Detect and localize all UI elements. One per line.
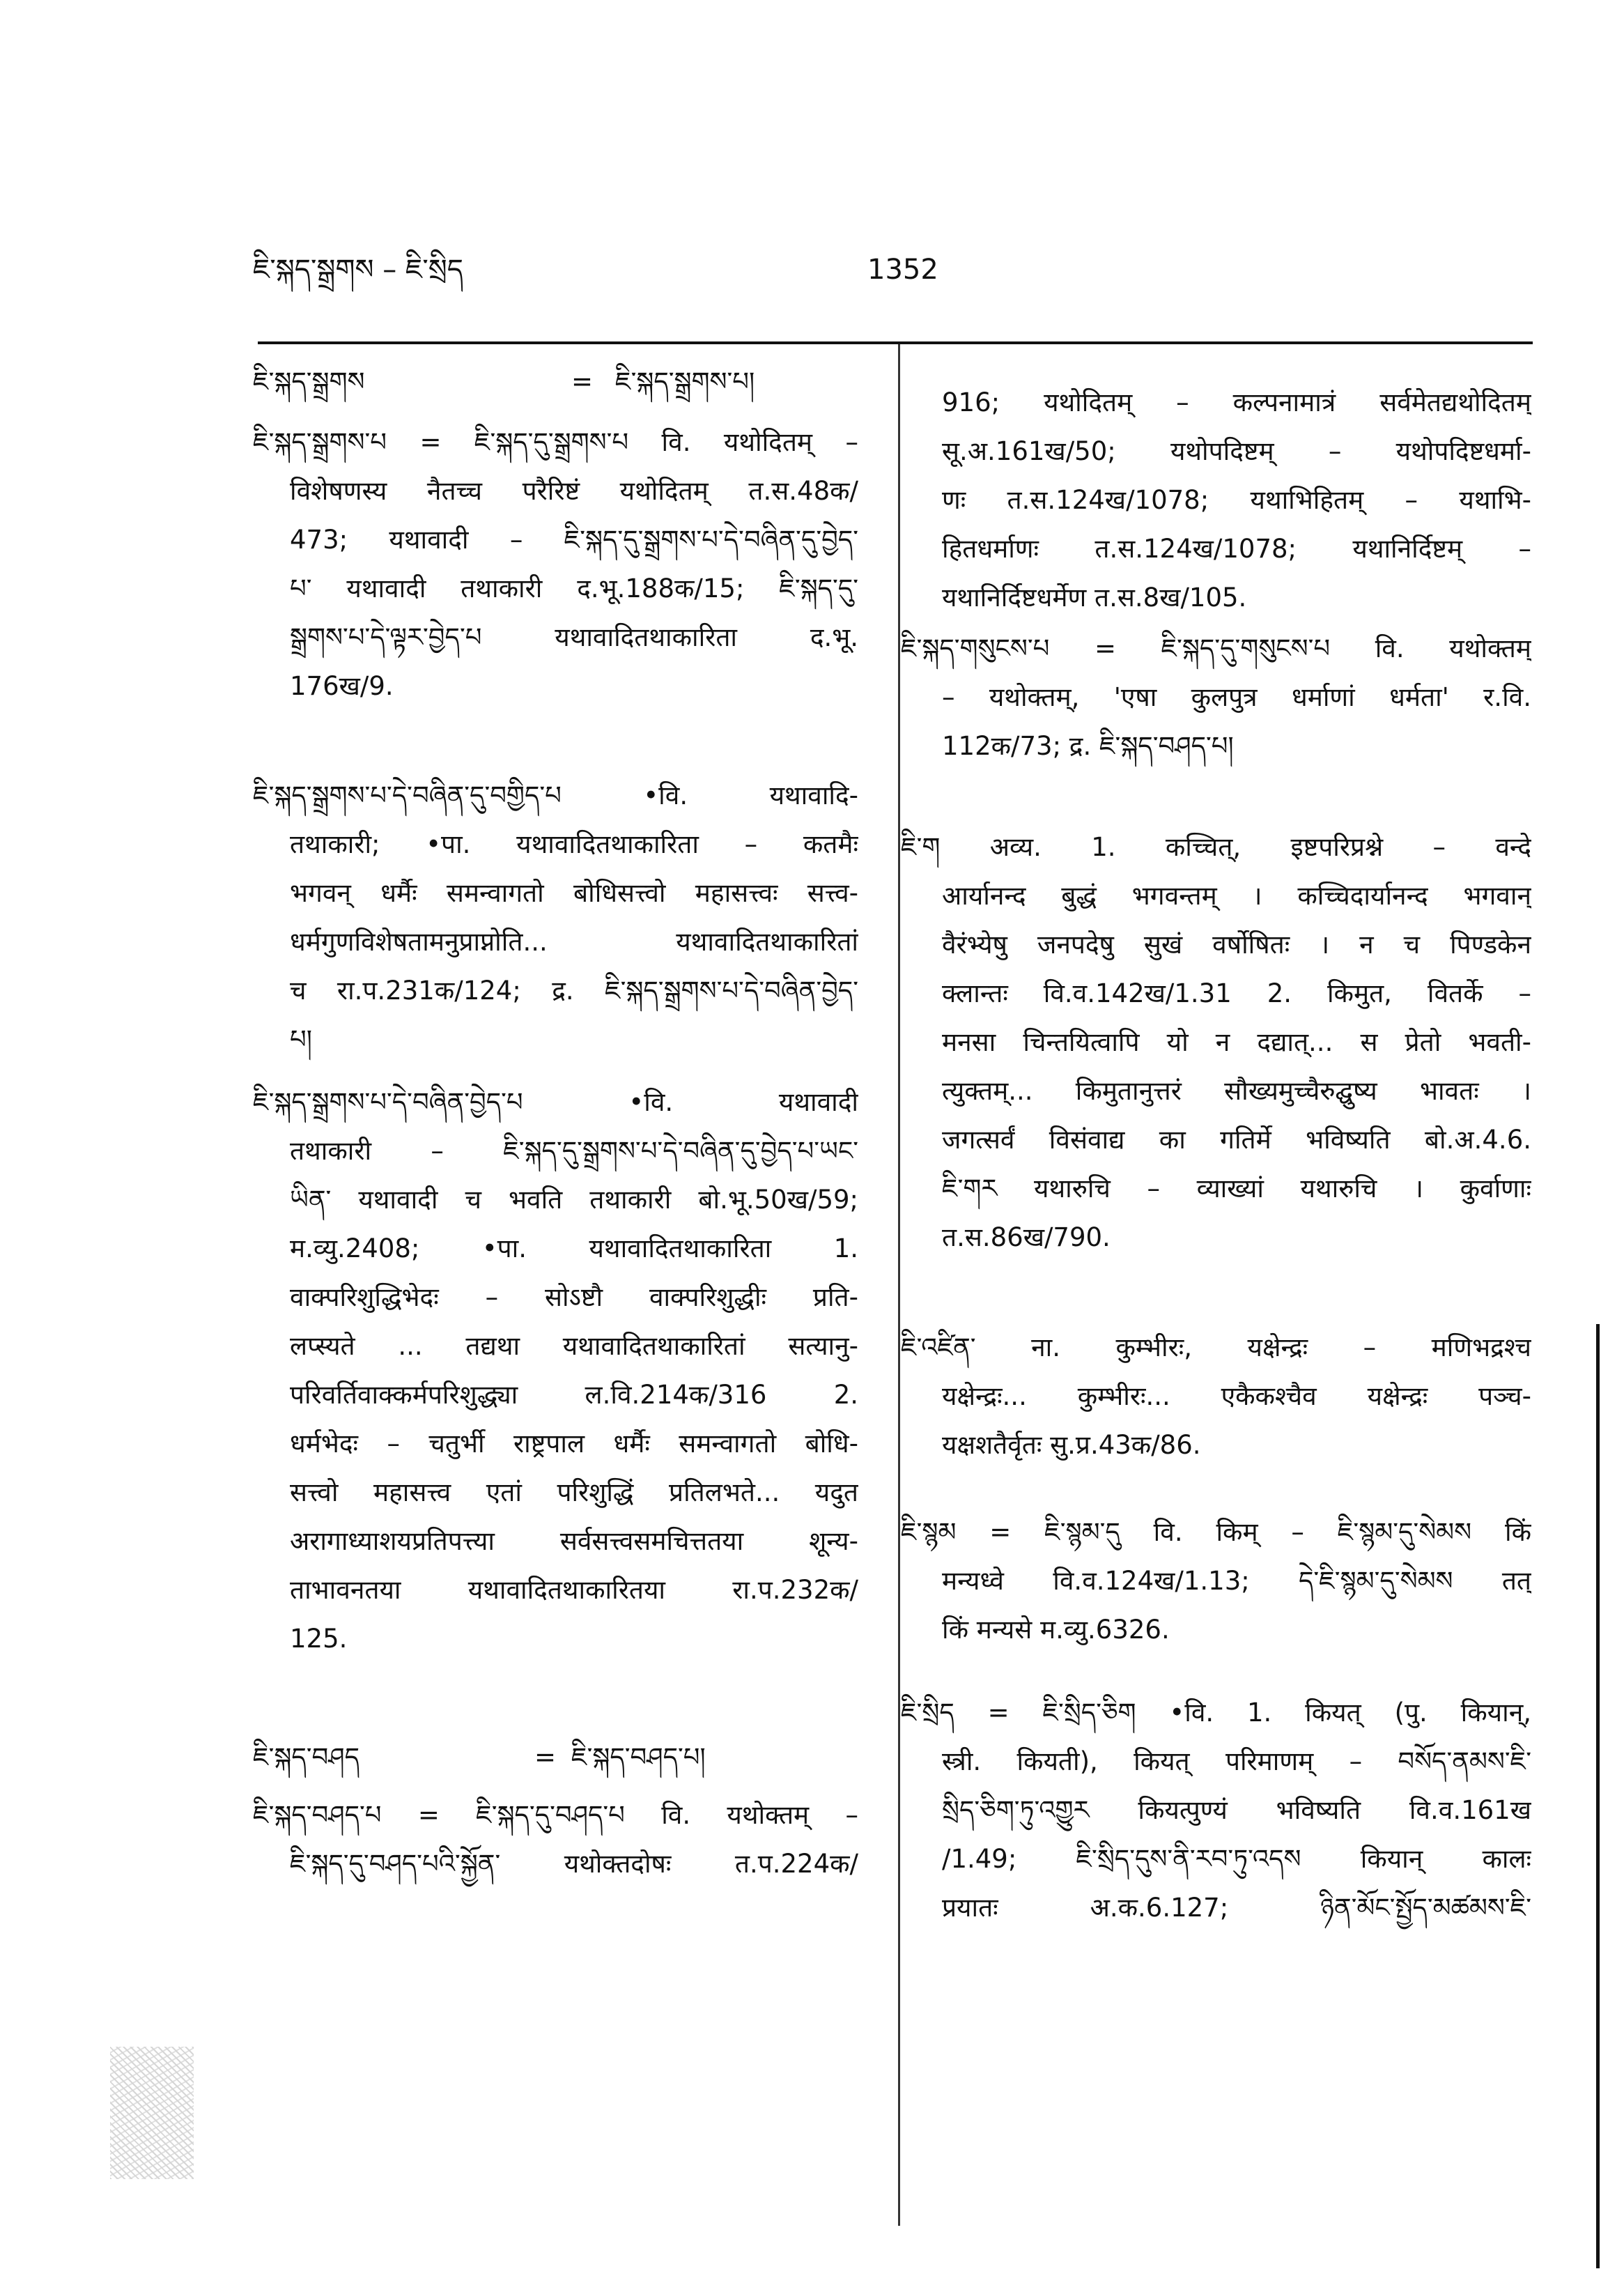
entry-line: 473; यथावादी – ཇི་སྐད་དུ་སྒྲགས་པ་དེ་བཞིན་དུ་བྱེད་	[290, 525, 858, 555]
equals-sign: =	[534, 1742, 557, 1772]
dictionary-entry	[253, 418, 858, 711]
entry-head-line: ཇི་སྐད་སྒྲགས་པ་དེ་བཞིན་དུ་བགྱིད་པ •वि. यथावादि-	[253, 780, 858, 810]
entry-line: པ་ यथावादी तथाकारी द.भू.188क/15; ཇི་སྐད་དུ་	[290, 574, 858, 603]
entry-head-line: ཇི་ག अव्य. 1. कच्चित्, इष्टपरिप्रश्ने – वन्दे	[901, 832, 1531, 862]
entry-line: धर्मगुणविशेषतामनुप्राप्नोति... यथावादितथाकारितां	[290, 927, 858, 957]
entry-headword: ཇི་སྐད་སྒྲགས	[253, 367, 365, 397]
entry-head-line: ཇི་སྐད་བཤད་པ = ཇི་སྐད་དུ་བཤད་པ वि. यथोक्तम् –	[253, 1800, 858, 1830]
entry-line: སྒྲགས་པ་དེ་ལྟར་བྱེད་པ यथावादितथाकारिता द.भू.	[290, 622, 858, 652]
entry-head-line: ཇི་འཛིན་ ना. कुम्भीरः, यक्षेन्द्रः – मणिभद्रश्च	[901, 1332, 1531, 1362]
entry-line: अरागाध्याशयप्रतिपत्त्या सर्वसत्त्वसमचित्ततया शून्य-	[290, 1526, 858, 1556]
entry-line: क्लान्तः वि.व.142ख/1.31 2. किमुत, वितर्के –	[942, 978, 1531, 1008]
entry-line: वैरंभ्येषु जनपदेषु सुखं वर्षोषितः । न च पिण्डकेन	[942, 930, 1531, 960]
entry-line: ཇི་གར यथारुचि – व्याख्यां यथारुचि । कुर्वाणाः	[942, 1174, 1531, 1203]
entry-line: त.स.86ख/790.	[942, 1222, 1111, 1252]
entry-line: 916; यथोदितम् – कल्पनामात्रं सर्वमेतद्यथोदितम्	[942, 387, 1531, 417]
entry-line: ताभावनतया यथावादितथाकारितया रा.प.232क/	[290, 1575, 858, 1605]
entry-line: प्रयातः अ.क.6.127; ཉིན་མོང་སྤྱོད་མཚམས་ཇི་	[942, 1893, 1531, 1923]
entry-line: हितधर्माणः त.स.124ख/1078; यथानिर्दिष्टम् –	[942, 534, 1531, 564]
entry-line: वाक्परिशुद्धिभेदः – सोऽष्टौ वाक्परिशुद्धीः प्रति-	[290, 1282, 858, 1312]
entry-line: तथाकारी; •पा. यथावादितथाकारिता – कतमैः	[290, 829, 858, 859]
entry-line: विशेषणस्य नैतच्च परैरिष्टं यथोदितम् त.स.48क/	[290, 476, 858, 506]
entry-line: जगत्सर्वं विसंवाद्य का गतिर्मे भविष्यति बो.अ.4.6.	[942, 1125, 1531, 1155]
column-divider	[898, 344, 900, 2226]
entry-line: ཇི་སྐད་དུ་བཤད་པའི་སྐྱོན་ यथोक्तदोषः त.प.224क/	[290, 1849, 858, 1879]
scan-noise	[110, 2047, 194, 2179]
cross-reference: ཇི་སྐད་བཤད་པ།	[571, 1742, 706, 1772]
entry-head-line: ཇི་སྐད་སྒྲགས་པ་དེ་བཞིན་བྱེད་པ •वि. यथावादी	[253, 1087, 858, 1117]
entry-line: སྲིད་ཅིག་ཏུ་འགྱུར कियत्पुण्यं भविष्यति वि.व.161ख	[942, 1795, 1531, 1825]
entry-line: सू.अ.161ख/50; यथोपदिष्टम् – यथोपदिष्टधर्मा-	[942, 436, 1531, 466]
entry-head-line: ཇི་སྲིད = ཇི་སྲིད་ཅིག •वि. 1. कियत् (पु. कियान्,	[901, 1698, 1531, 1728]
entry-line: – यथोक्तम्, 'एषा कुलपुत्र धर्माणां धर्मता' र.वि.	[942, 682, 1531, 712]
entry-line: 112क/73; द्र. ཇི་སྐད་བཤད་པ།	[942, 731, 1234, 761]
right-edge-line	[1596, 1324, 1600, 2268]
entry-headword: ཇི་སྐད་བཤད	[253, 1742, 360, 1772]
dictionary-entry	[901, 1323, 1531, 1470]
entry-line: च रा.प.231क/124; द्र. ཇི་སྐད་སྒྲགས་པ་དེ་བཞིན་བྱེད་	[290, 976, 858, 1006]
entry-line: मनसा चिन्तयित्वापि यो न दद्यात्... स प्रेतो भवती-	[942, 1027, 1531, 1057]
dictionary-entry	[901, 624, 1531, 771]
entry-line: परिवर्तिवाक्कर्मपरिशुद्ध्या ल.वि.214क/316 2.	[290, 1380, 858, 1410]
dictionary-entry	[253, 1078, 858, 1663]
page-number: 1352	[867, 254, 938, 286]
dictionary-entry	[901, 1689, 1531, 1932]
entry-line: लप्स्यते ... तद्यथा यथावादितथाकारितां सत्यानु-	[290, 1331, 858, 1361]
entry-line: आर्यानन्द बुद्धं भगवन्तम् । कच्चिदार्यानन्द भगवान्	[942, 881, 1531, 911]
entry-line: धर्मभेदः – चतुर्भी राष्ट्रपाल धर्मैः समन्वागतो बोधि-	[290, 1429, 858, 1459]
entry-line: 125.	[290, 1624, 348, 1654]
entry-line: 176ख/9.	[290, 671, 394, 701]
entry-head-line: ཇི་སྐད་གསུངས་པ = ཇི་སྐད་དུ་གསུངས་པ वि. यथोक्तम्	[901, 633, 1531, 663]
entry-line: मन्यध्वे वि.व.124ख/1.13; དེ་ཇི་སྙམ་དུ་སེམས तत्	[942, 1566, 1531, 1596]
entry-line: किं मन्यसे म.व्यु.6326.	[942, 1615, 1170, 1645]
entry-head-line: ཇི་སྙམ = ཇི་སྙམ་དུ वि. किम् – ཇི་སྙམ་དུ་སེམས किं	[901, 1517, 1531, 1547]
entry-line: भगवन् धर्मैः समन्वागतो बोधिसत्त्वो महासत्त्वः सत्त्व-	[290, 878, 858, 908]
dictionary-entry	[901, 823, 1531, 1262]
entry-line: པ།	[290, 1024, 312, 1054]
entry-line: ཡིན་ यथावादी च भवति तथाकारी बो.भू.50ख/59;	[290, 1185, 858, 1215]
entry-line: णः त.स.124ख/1078; यथाभिहितम् – यथाभि-	[942, 485, 1531, 515]
entry-line: म.व्यु.2408; •पा. यथावादितथाकारिता 1.	[290, 1233, 858, 1263]
entry-line: सत्त्वो महासत्त्व एतां परिशुद्धिं प्रतिलभते... यदुत	[290, 1477, 858, 1507]
dictionary-entry	[901, 378, 1531, 622]
top-rule	[258, 341, 1533, 344]
entry-head-line: ཇི་སྐད་སྒྲགས་པ = ཇི་སྐད་དུ་སྒྲགས་པ वि. यथोदितम् –	[253, 427, 858, 457]
running-head: ཇི་སྐད་སྒྲགས – ཇི་སྲིད	[253, 254, 463, 286]
cross-reference: ཇི་སྐད་སྒྲགས་པ།	[615, 367, 755, 397]
entry-line: यक्षेन्द्रः... कुम्भीरः... एकैकश्चैव यक्षेन्द्रः पञ्च-	[942, 1381, 1531, 1411]
dictionary-entry	[901, 1508, 1531, 1654]
equals-sign: =	[571, 367, 594, 397]
dictionary-entry	[253, 1791, 858, 1889]
entry-line: यक्षशतैर्वृतः सु.प्र.43क/86.	[942, 1430, 1201, 1460]
entry-line: स्त्री. कियती), कियत् परिमाणम् – བསོད་ནམས་ཇི་	[942, 1746, 1531, 1776]
entry-line: यथानिर्दिष्टधर्मेण त.स.8ख/105.	[942, 583, 1247, 613]
dictionary-entry	[253, 771, 858, 1064]
entry-line: त्युक्तम्... किमुतानुत्तरं सौख्यमुच्चैरुद्घुष्य भावतः ।	[942, 1076, 1531, 1106]
entry-line: तथाकारी – ཇི་སྐད་དུ་སྒྲགས་པ་དེ་བཞིན་དུ་བྱེད་པ་ཡང་	[290, 1136, 858, 1166]
entry-line: /1.49; ཇི་སྲིད་དུས་ནི་རབ་ཏུ་འདས कियान् कालः	[942, 1844, 1531, 1874]
